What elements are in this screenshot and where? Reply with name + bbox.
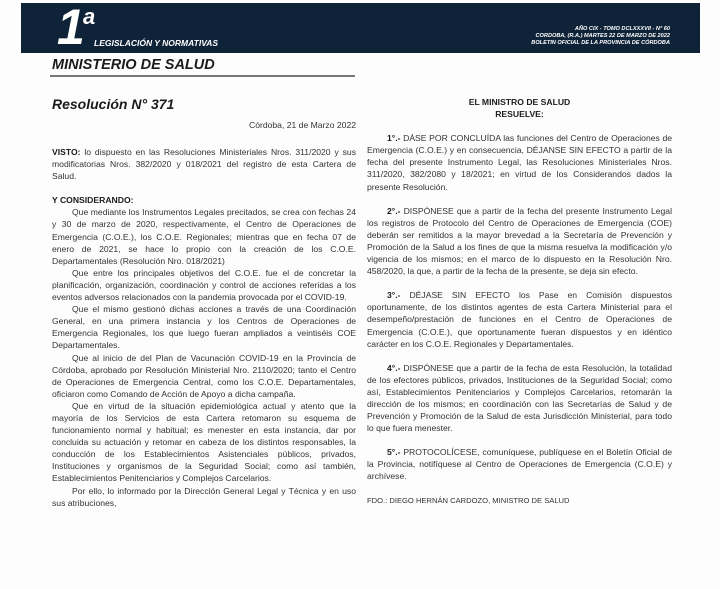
article-number: 3°.-: [387, 290, 401, 301]
issue-meta: [531, 26, 670, 46]
section-title: LEGISLACIÓN Y NORMATIVAS: [94, 38, 219, 48]
considerando-paragraph: Que entre los principales objetivos del C.O.E. fue el de concretar la planificación, organización, coordinación y control de acciones referidas a los eventos adversos relacionados con la pandemia provocada por el COVID-19.: [52, 267, 356, 303]
article-text: las funciones del Centro de Operaciones de Emergencia (C.O.E.) y en consecuencia, DÉJANSE SIN EFECTO a partir de la fecha del presente Instrumento Legal, las Resoluciones Ministeriales Nros. 311/2020, 382/2080 y 18/2021; en virtud de los Considerandos dados la presente Resolución.: [367, 133, 673, 192]
section-number-superscript: a: [83, 4, 96, 29]
article-number: 1°.-: [387, 133, 401, 144]
article-lead: DÉJASE SIN EFECTO: [400, 290, 510, 301]
considerando-paragraph: Que el mismo gestionó dichas acciones a través de una Coordinación General, en una primera instancia y los Centros de Operaciones de Emergencia Regionales, los que luego fueran ampliados a veintiséis COE Departamentales.: [52, 304, 356, 351]
considerando-paragraph: Por ello, lo informado por la Dirección General Legal y Técnica y en uso sus atribuciones,: [52, 485, 356, 508]
article-text: que a partir de la fecha de esta Resolución, la totalidad de los efectores públicos, privados, Instituciones de la Seguridad Social; como así, Establecimientos Penitenciarios y Complejos Carcelarios, retomarán la dirección de los mismos; en coordinación con las Secretarías de Salud y de Prevención y Promoción de la Salud de esta Jurisdicción Ministerial, para todo lo que fuera menester.: [367, 362, 672, 434]
article-lead: DISPÓNESE: [400, 362, 454, 373]
resuelve-heading: RESUELVE:: [495, 109, 544, 120]
article-5: [367, 446, 672, 482]
signature-line: FDO.: DIEGO HERNÁN CARDOZO, MINISTRO DE SALUD: [367, 495, 570, 505]
considerando-paragraph: Que mediante los Instrumentos Legales precitados, se crea con fechas 24 y 30 de marzo de 2020, respectivamente, el Centro de Operaciones de Emergencia (C.O.E.), los C.O.E. Regionales; mientras que en fecha 07 de enero de 2021, se hace lo propio con la creación de los C.O.E. Departamentales (Resolución Nro. 018/2021): [52, 207, 356, 266]
article-1: [367, 132, 672, 192]
visto-text: lo dispuesto en las Resoluciones Ministeriales Nros. 311/2020 y sus modificatorias Nros. 382/2020 y 018/2021 del registro de esta Cartera de Salud.: [52, 147, 356, 182]
article-number: 2°.-: [387, 205, 401, 216]
issue-meta-line: CORDOBA, (R.A.) MARTES 22 DE MARZO DE 2022: [535, 32, 670, 39]
considerando-paragraph: Que al inicio de del Plan de Vacunación COVID-19 en la Provincia de Córdoba, aprobado por Resolución Ministerial Nro. 2110/2020; tanto el Centro de Operaciones de Emergencia Central, como los C.O.E. Departamentales, oficiaron como Comando de Acción de Apoyo a dicha campaña.: [52, 352, 356, 399]
article-text: comuníquese, publíquese en el Boletín Oficial de la Provincia, notifíquese al Centro de Operaciones de Emergencia (C.O.E) y archívese.: [367, 447, 673, 482]
resolution-title: Resolución N° 371: [52, 96, 175, 112]
right-column: [367, 96, 672, 507]
article-lead: PROTOCOLÍCESE,: [400, 447, 480, 458]
resolution-date: Córdoba, 21 de Marzo 2022: [248, 120, 356, 130]
visto-label: VISTO:: [52, 147, 81, 157]
visto-paragraph: [52, 146, 356, 182]
article-number: 4°.-: [387, 362, 401, 373]
left-column: [52, 146, 356, 509]
article-text: los Pase en Comisión dispuestos oportunamente, de los distintos agentes de esta Cartera Ministerial para el desempeño/prestación de funciones en el Centro de Operaciones de Emergencia (C.O.E.), que oportunamente fueran dispuestos y en idéntico carácter en los C.O.E. Regionales y Departamentales.: [367, 290, 672, 349]
minister-heading: EL MINISTRO DE SALUD: [468, 97, 571, 107]
ministry-heading: MINISTERIO DE SALUD: [52, 57, 215, 73]
section-banner: [21, 0, 700, 55]
section-number: 1: [57, 0, 83, 55]
article-lead: DÁSE POR CONCLUÍDA: [400, 133, 501, 144]
article-2: [367, 205, 672, 278]
considerando-paragraph: Que en virtud de la situación epidemiológica actual y atento que la mayoría de los Servicios de esta Cartera retomaron su esquema de funcionamiento normal y habitual; es menester en esta instancia, dar por concluida su actuación y retomar en cabeza de los distintos responsables, la conducción de los Establecimientos Asistenciales públicos, privados, Instituciones y organismos de la Seguridad Social; como así también, Establecimientos Penitenciarios y Complejos Carcelarios.: [52, 400, 356, 484]
article-4: [367, 362, 672, 435]
heading-rule: [50, 75, 355, 77]
issue-meta-line: BOLETIN OFICIAL DE LA PROVINCIA DE CÓRDOBA: [531, 39, 670, 46]
article-text: que a partir de la fecha del presente Instrumento Legal los registros de Protocolo del Centro de Operaciones de Emergencia (COE) deberán ser remitidos a la mayor brevedad a la Secretaría de Prevención y Promoción de la Salud a los fines de que la misma resuelva la modificación y/o vigencia de los mismos; en el marco de lo dispuesto en la Resolución Nro. 458/2020, la que, a partir de la fecha de la presente, se deja sin efecto.: [367, 205, 672, 277]
considerando-label: Y CONSIDERANDO:: [52, 195, 134, 206]
article-3: [367, 289, 672, 349]
article-lead: DISPÓNESE: [400, 205, 454, 216]
article-number: 5°.-: [387, 447, 401, 458]
issue-meta-line: AÑO CIX - TOMO DCLXXXVII - N° 60: [574, 26, 670, 32]
